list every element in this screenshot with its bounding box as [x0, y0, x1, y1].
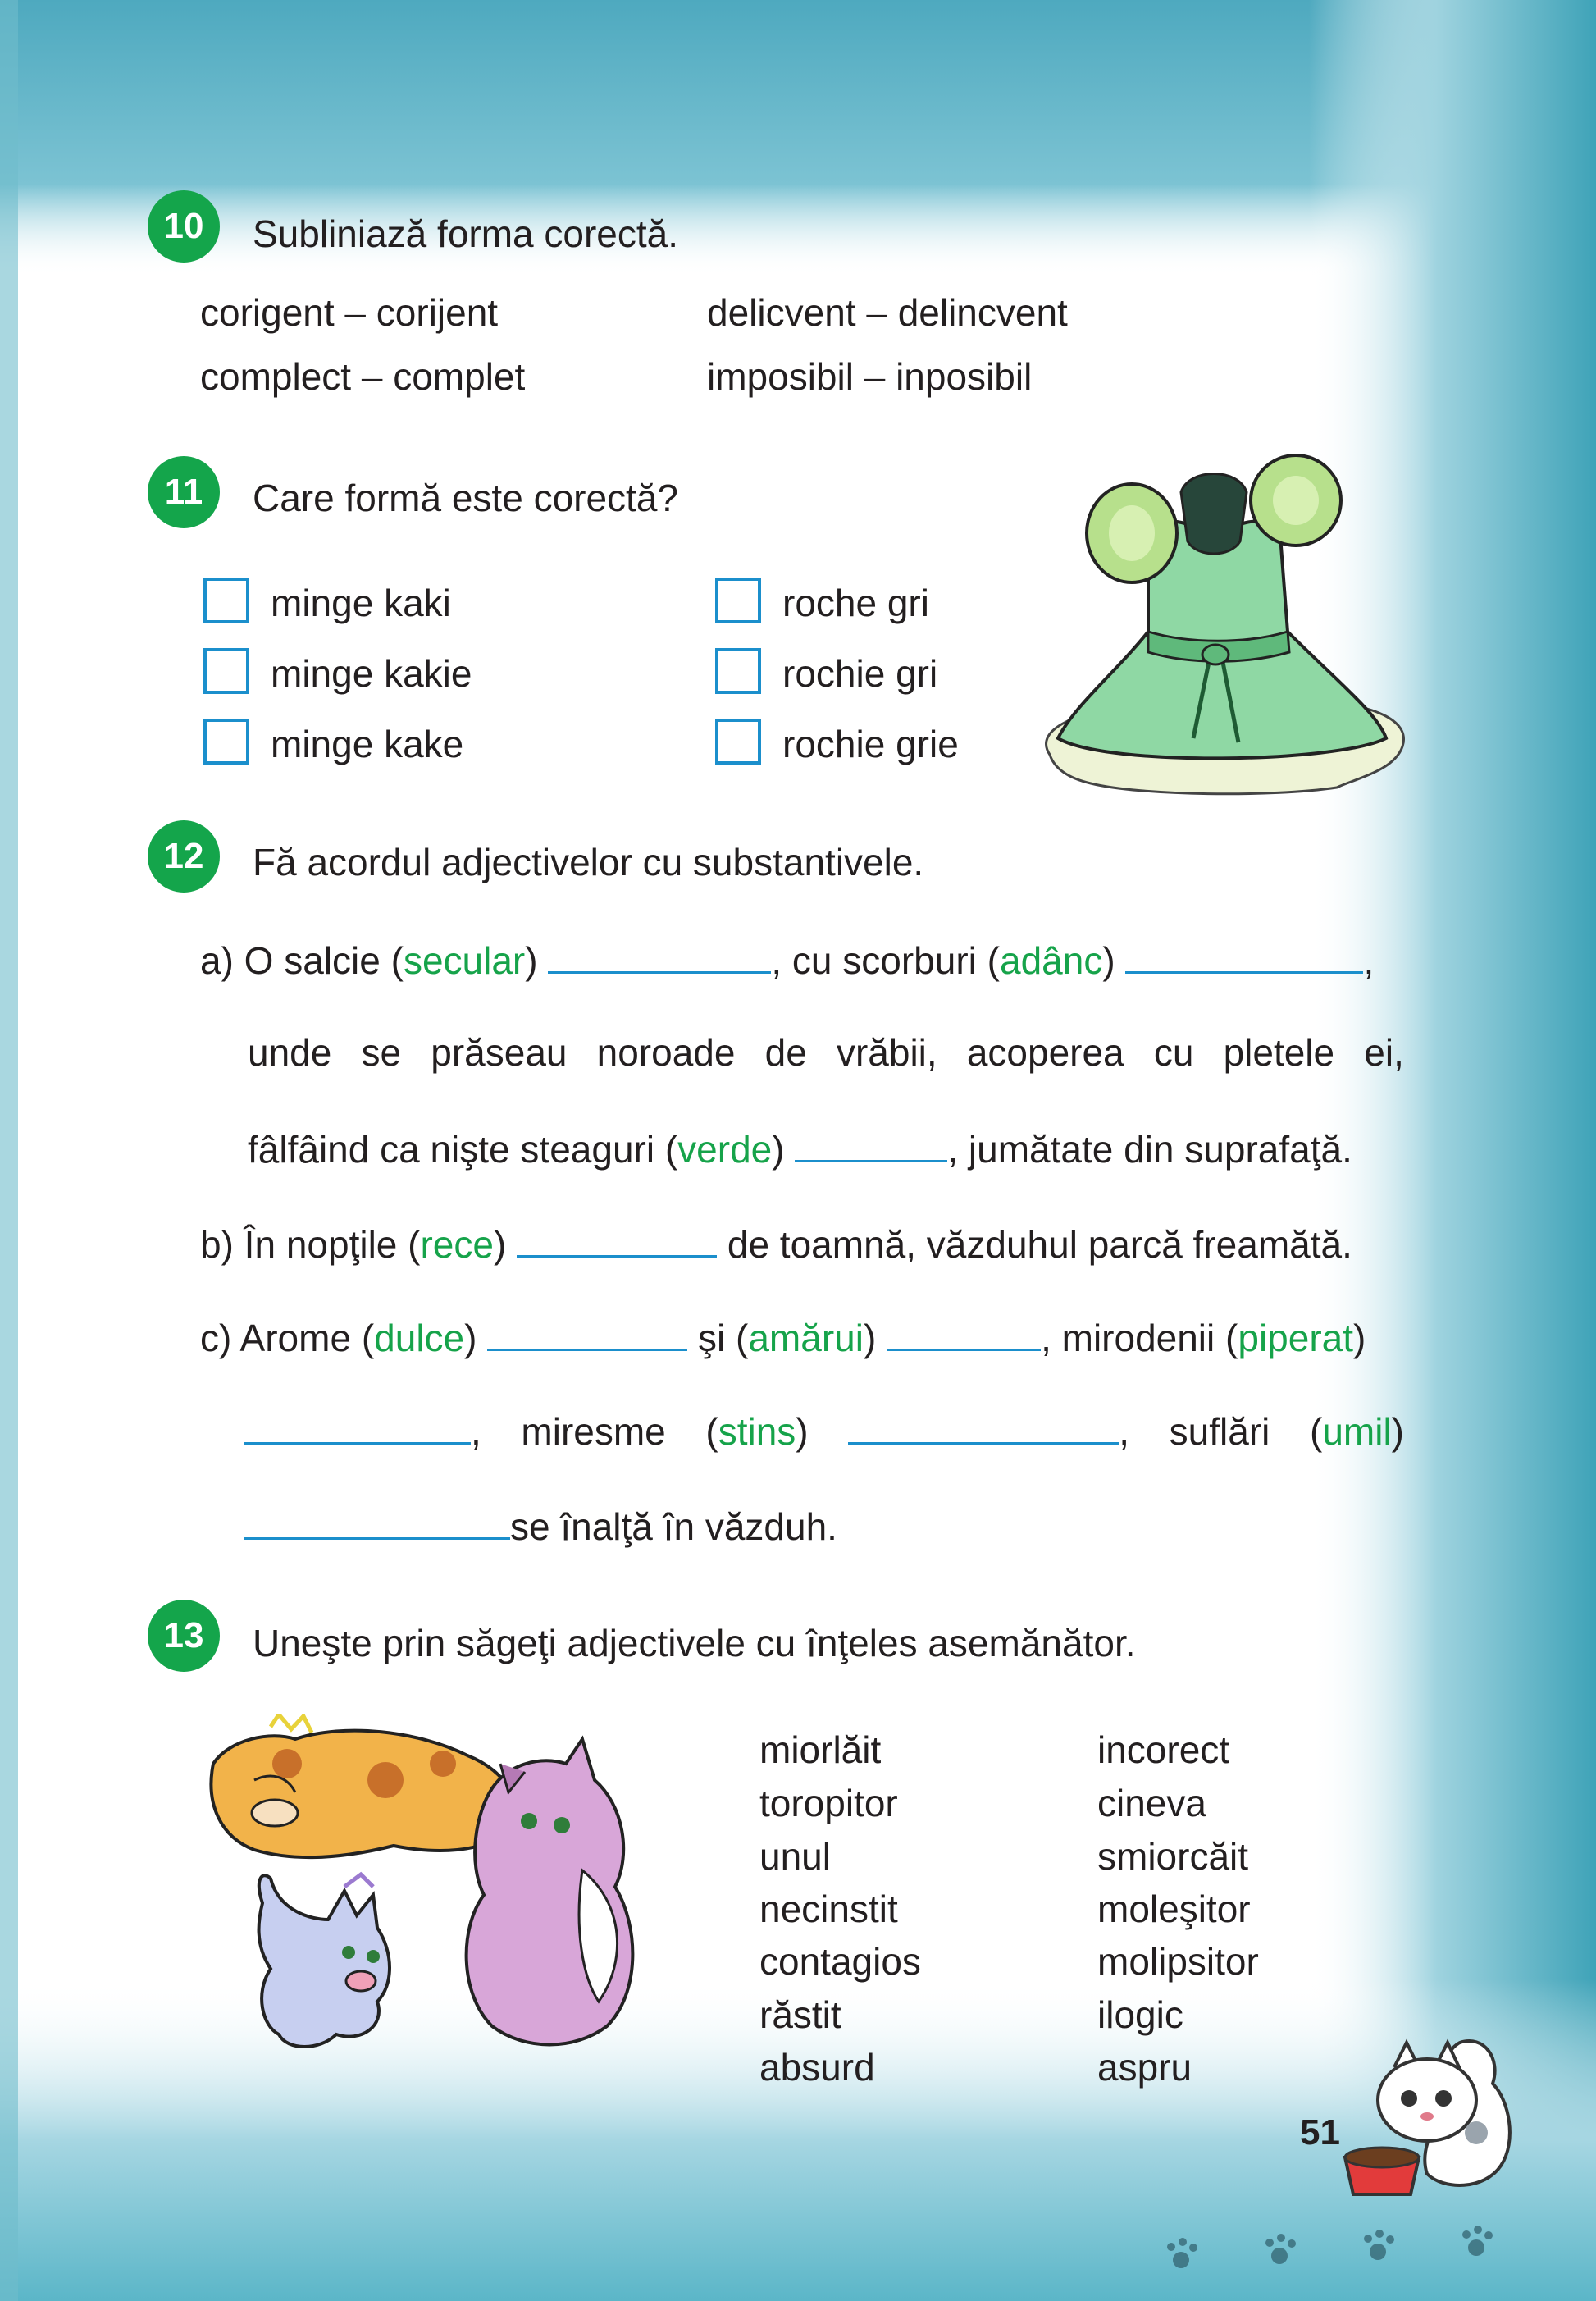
sentence-a-line-1: [200, 938, 1375, 982]
adjective-hint: adânc: [1000, 939, 1103, 982]
word: acoperea: [966, 1031, 1124, 1074]
text: ): [493, 1223, 507, 1266]
adjective-hint: secular: [403, 939, 526, 982]
text: , jumătate din suprafaţă.: [947, 1128, 1352, 1171]
answer-blank[interactable]: [548, 938, 771, 974]
text: , cu scorburi (: [771, 939, 1000, 982]
left-word[interactable]: răstit: [759, 1993, 841, 2036]
text: ): [772, 1128, 785, 1171]
word: unde: [248, 1031, 332, 1074]
word-pair[interactable]: delicvent – delincvent: [707, 291, 1068, 334]
text: şi (: [698, 1317, 749, 1359]
right-word[interactable]: cineva: [1097, 1782, 1206, 1824]
option-label: minge kaki: [271, 582, 451, 624]
text: ,: [1363, 939, 1375, 982]
word-pair[interactable]: complect – complet: [200, 355, 526, 398]
left-word[interactable]: necinstit: [759, 1888, 898, 1930]
exercise-11-title: Care formă este corectă?: [253, 477, 679, 519]
exercise-12-title: Fă acordul adjectivelor cu substantivele.: [253, 841, 924, 883]
text: (: [705, 1410, 718, 1453]
word: cu: [1153, 1031, 1194, 1074]
adjective-hint: umil: [1322, 1410, 1392, 1453]
left-word[interactable]: unul: [759, 1835, 831, 1878]
exercise-12-number: 12: [148, 820, 220, 893]
option-label: minge kake: [271, 723, 464, 765]
text: c) Arome (: [200, 1317, 375, 1359]
right-word[interactable]: molipsitor: [1097, 1940, 1259, 1983]
text: ): [1391, 1410, 1404, 1453]
adjective-hint: stins: [718, 1410, 796, 1453]
checkbox-minge-kake[interactable]: [203, 719, 249, 765]
word: suflări: [1169, 1410, 1270, 1453]
text: (: [1310, 1410, 1323, 1453]
right-word[interactable]: aspru: [1097, 2046, 1192, 2089]
sentence-c-line-1: [200, 1316, 1366, 1357]
sentence-a-line-2: [248, 1031, 1404, 1074]
word: ei,: [1364, 1031, 1404, 1074]
page-number: 51: [1300, 2112, 1340, 2153]
word-pair[interactable]: imposibil – inposibil: [707, 355, 1033, 398]
option-label: rochie grie: [782, 723, 959, 765]
checkbox-minge-kakie[interactable]: [203, 648, 249, 694]
text: ): [464, 1317, 477, 1359]
text: se înalţă în văzduh.: [510, 1505, 837, 1548]
word: se: [361, 1031, 402, 1074]
right-word[interactable]: smiorcăit: [1097, 1835, 1249, 1878]
checkbox-roche-gri[interactable]: [715, 578, 761, 623]
sentence-a-line-3: [248, 1127, 1352, 1171]
text: ): [1353, 1317, 1366, 1359]
exercise-10-title: Subliniază forma corectă.: [253, 212, 679, 255]
exercise-11-number: 11: [148, 456, 220, 528]
sentence-b: [200, 1222, 1352, 1266]
text: ,: [1119, 1410, 1130, 1453]
text: de toamnă, văzduhul parcă freamătă.: [727, 1223, 1352, 1266]
right-word[interactable]: ilogic: [1097, 1993, 1183, 2036]
text: ): [796, 1410, 809, 1453]
cats-icon: [197, 1714, 673, 2067]
option-label: rochie gri: [782, 652, 938, 695]
option-label: roche gri: [782, 582, 929, 624]
exercise-13-number: 13: [148, 1600, 220, 1672]
left-word[interactable]: toropitor: [759, 1782, 898, 1824]
word: prăseau: [431, 1031, 568, 1074]
text: b) În nopţile (: [200, 1223, 421, 1266]
adjective-hint: verde: [677, 1128, 773, 1171]
word: pletele: [1223, 1031, 1335, 1074]
sentence-c-line-2: [244, 1409, 1404, 1453]
answer-blank[interactable]: [848, 1409, 1119, 1445]
answer-blank[interactable]: [244, 1409, 471, 1445]
text: ): [525, 939, 538, 982]
answer-blank[interactable]: [795, 1127, 947, 1162]
kitten-with-bowl-icon: [1312, 2034, 1558, 2215]
exercise-13-title: Uneşte prin săgeţi adjectivele cu înţeles asemănător.: [253, 1622, 1136, 1664]
checkbox-rochie-gri[interactable]: [715, 648, 761, 694]
adjective-hint: rece: [420, 1223, 494, 1266]
answer-blank[interactable]: [487, 1316, 687, 1351]
answer-blank[interactable]: [1125, 938, 1363, 974]
paw-prints-icon: [1165, 2219, 1525, 2293]
text: ): [1102, 939, 1115, 982]
sentence-c-line-3: [244, 1504, 837, 1548]
right-word[interactable]: incorect: [1097, 1728, 1230, 1771]
text: ,: [471, 1410, 481, 1453]
text: fâlfâind ca nişte steaguri (: [248, 1128, 678, 1171]
answer-blank[interactable]: [887, 1316, 1041, 1351]
text: a) O salcie (: [200, 939, 404, 982]
checkbox-rochie-grie[interactable]: [715, 719, 761, 765]
exercise-10-number: 10: [148, 190, 220, 263]
word: miresme: [521, 1410, 666, 1453]
answer-blank[interactable]: [517, 1222, 717, 1258]
left-word[interactable]: miorlăit: [759, 1728, 882, 1771]
adjective-hint: piperat: [1238, 1317, 1354, 1359]
option-label: minge kakie: [271, 652, 472, 695]
right-word[interactable]: moleşitor: [1097, 1888, 1251, 1930]
green-dress-icon: [1025, 443, 1419, 804]
word: de: [764, 1031, 807, 1074]
word: noroade: [596, 1031, 736, 1074]
answer-blank[interactable]: [244, 1504, 510, 1540]
text: ): [863, 1317, 877, 1359]
word-pair[interactable]: corigent – corijent: [200, 291, 499, 334]
adjective-hint: amărui: [748, 1317, 864, 1359]
adjective-hint: dulce: [374, 1317, 465, 1359]
left-word[interactable]: absurd: [759, 2046, 875, 2089]
left-word[interactable]: contagios: [759, 1940, 921, 1983]
text: , mirodenii (: [1041, 1317, 1238, 1359]
checkbox-minge-kaki[interactable]: [203, 578, 249, 623]
word: vrăbii,: [836, 1031, 937, 1074]
